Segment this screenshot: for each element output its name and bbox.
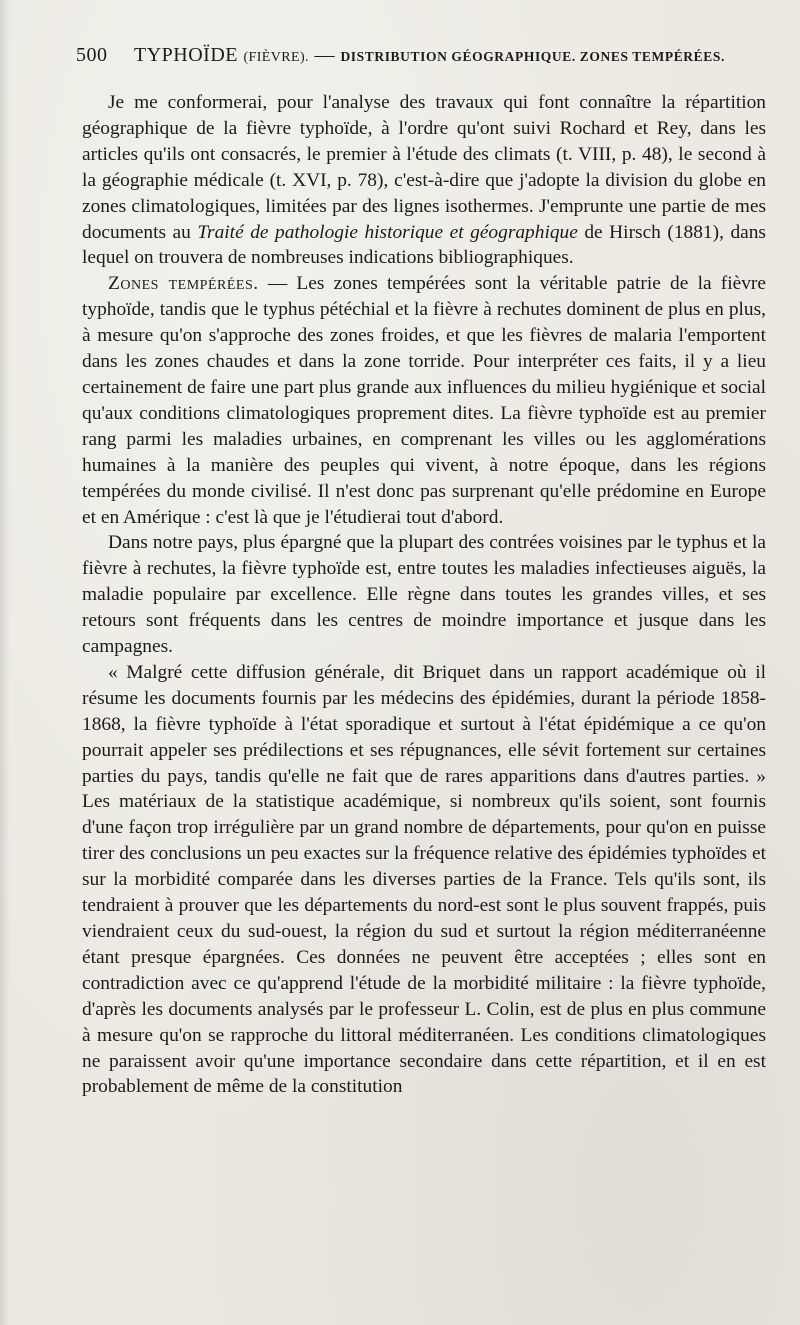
paragraph-briquet-quote: « Malgré cette diffusion générale, dit Briquet dans un rapport académique où il résume les documents fournis par les médecins des épidémies, durant la période 1858-1868, la fièvre typhoïde à l'état sporadique et surtout à l'état épidémique a ce qu'on pourrait appeler ses prédilections et ses répugnances, elle sévit fortement sur certaines parties du pays, tandis qu'elle ne fait que de rares apparitions dans d'autres parties. » Les matériaux de la statistique académique, si nombreux qu'ils soient, sont fournis d'une façon trop irrégulière par un grand nombre de départements, pour qu'on en puisse tirer des conclusions un peu exactes sur la fréquence relative des épidémies typhoïdes et sur la morbidité comparée dans les diverses parties de la France. Tels qu'ils sont, ils tendraient à prouver que les départements du nord-est sont le plus souvent frappés, puis viendraient ceux du sud-ouest, la région du sud et surtout la région méditerranéenne étant presque épargnées. Ces données ne peuvent être acceptées ; elles sont en contradiction avec ce qu'apprend l'étude de la morbidité militaire : la fièvre typhoïde, d'après les documents analysés par le professeur L. Colin, est de plus en plus commune à mesure qu'on se rapproche du littoral méditerranéen. Les conditions climatologiques ne paraissent avoir qu'une importance secondaire dans cette répartition, et il en est probablement de même de la constitution [82,661,766,1098]
paragraph-intro-text-b: de Hirsch (1881), dans lequel on trouvera de nombreuses indications bibliographiques. [82,221,766,269]
running-title [134,44,725,67]
body-text [82,90,766,1100]
page-number: 500 [76,44,108,66]
paragraph-intro-text-a: Je me conformerai, pour l'analyse des travaux qui font connaître la répartition géographique de la fièvre typhoïde, à l'ordre qu'ont suivi Rochard et Rey, dans les articles qu'ils ont consacrés, le premier à l'étude des climats (t. VIII, p. 48), le second à la géographie médicale (t. XVI, p. 78), c'est-à-dire que j'adopte la division du globe en zones climatologiques, limitées par des lignes isothermes. J'emprunte une partie de mes documents au [82,92,766,243]
cited-work-title: Traité de pathologie historique et géographique [197,221,578,243]
running-head [76,44,766,78]
paragraph-temperate-zones-text: — Les zones tempérées sont la véritable patrie de la fièvre typhoïde, tandis que le typhus pétéchial et la fièvre à rechutes dominent de plus en plus, à mesure qu'on s'approche des zones froides, et que les fièvres de malaria l'emportent dans les zones chaudes et dans la zone torride. Pour interpréter ces faits, il y a lieu certainement de faire une part plus grande aux influences du milieu hygiénique et social qu'aux conditions climatologiques proprement dites. La fièvre typhoïde est au premier rang parmi les maladies urbaines, en comprenant les villes ou les agglomérations humaines à la manière des peuples qui vivent, à notre époque, dans les régions tempérées du monde civilisé. Il n'est donc pas surprenant qu'elle prédomine en Europe et en Amérique : c'est là que je l'étudierai tout d'abord. [82,273,766,528]
page-gutter-shadow [0,0,10,1325]
running-title-main: TYPHOÏDE [134,44,238,66]
running-section-title: DISTRIBUTION GÉOGRAPHIQUE. ZONES TEMPÉRÉES. [340,49,725,64]
running-title-sub: (FIÈVRE). [243,50,309,65]
paragraph-temperate-zones [82,271,766,530]
section-heading-temperate-zones: Zones tempérées. [108,273,259,295]
paragraph-intro [82,90,766,271]
paragraph-france: Dans notre pays, plus épargné que la plupart des contrées voisines par le typhus et la fièvre à rechutes, la fièvre typhoïde est, entre toutes les maladies infectieuses aiguës, la maladie populaire par excellence. Elle règne dans toutes les grandes villes, et ses retours sont fréquents dans les centres de moindre importance et jusque dans les campagnes. [82,532,766,658]
running-title-dash: — [314,44,335,66]
